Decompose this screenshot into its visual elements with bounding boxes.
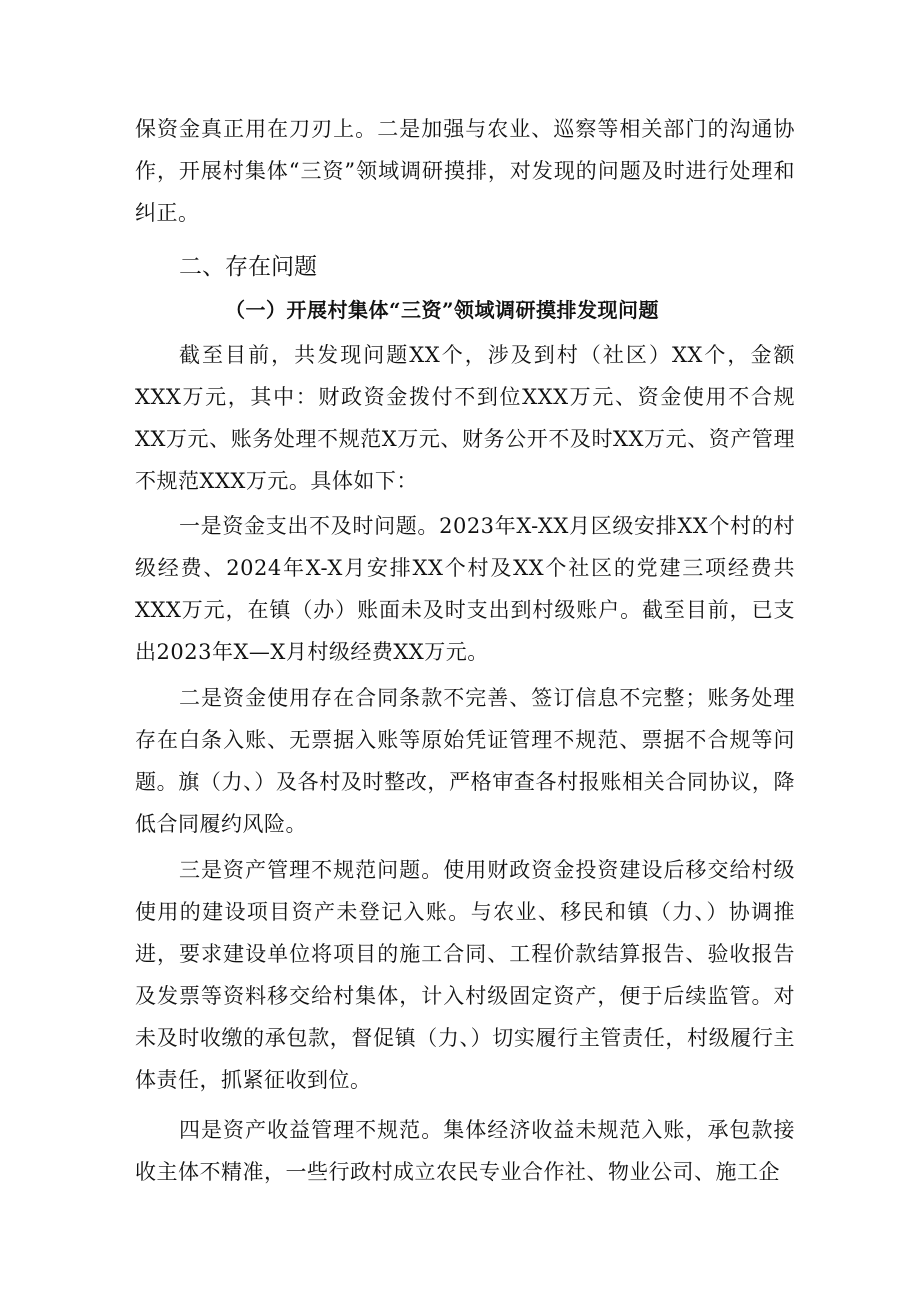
- issue-4-paragraph: 四是资产收益管理不规范。集体经济收益未规范入账，承包款接收主体不精准，一些行政村成立农民专业合作社、物业公司、施工企: [135, 1118, 795, 1184]
- section-heading: 二、存在问题: [179, 254, 317, 280]
- subsection-heading: （一）开展村集体“三资”领域调研摸排发现问题: [225, 298, 660, 322]
- issue-1-paragraph: 一是资金支出不及时问题。2023年X-XX月区级安排XX个村的村级经费、2024年X-X月安排XX个村及XX个社区的党建三项经费共XXX万元，在镇（办）账面未及时支出到村级账户。截至目前，已支出2023年X—X月村级经费XX万元。: [135, 514, 795, 664]
- issue-3-paragraph: 三是资产管理不规范问题。使用财政资金投资建设后移交给村级使用的建设项目资产未登记入账。与农业、移民和镇（力、）协调推进，要求建设单位将项目的施工合同、工程价款结算报告、验收报告及发票等资料移交给村集体，计入村级固定资产，便于后续监管。对未及时收缴的承包款，督促镇（力、）切实履行主管责任，村级履行主体责任，抓紧征收到位。: [135, 858, 795, 1092]
- summary-paragraph: 截至目前，共发现问题XX个，涉及到村（社区）XX个，金额XXX万元，其中：财政资金拨付不到位XXX万元、资金使用不合规XX万元、账务处理不规范X万元、财务公开不及时XX万元、资产管理不规范XXX万元。具体如下：: [135, 343, 795, 493]
- issue-2-paragraph: 二是资金使用存在合同条款不完善、签订信息不完整；账务处理存在白条入账、无票据入账等原始凭证管理不规范、票据不合规等问题。旗（力、）及各村及时整改，严格审查各村报账相关合同协议，降低合同履约风险。: [135, 686, 795, 836]
- intro-continuation-paragraph: 保资金真正用在刀刃上。二是加强与农业、巡察等相关部门的沟通协作，开展村集体“三资”领域调研摸排，对发现的问题及时进行处理和纠正。: [135, 117, 795, 225]
